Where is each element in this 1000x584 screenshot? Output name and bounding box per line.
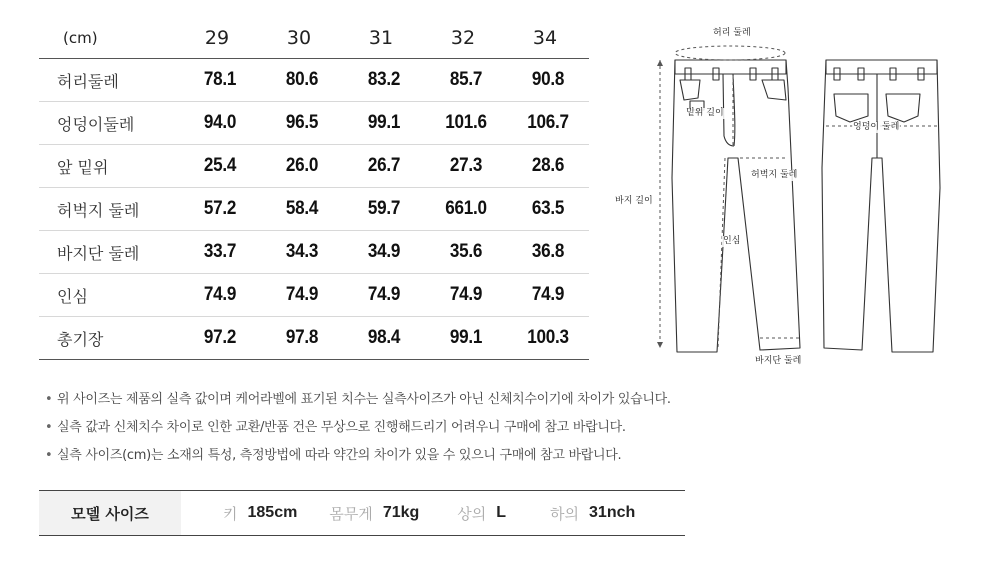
table-cell: 34.9 (347, 231, 421, 274)
table-cell: 74.9 (183, 274, 257, 317)
table-cell: 74.9 (429, 274, 503, 317)
table-cell: 33.7 (183, 231, 257, 274)
table-cell: 100.3 (511, 317, 585, 360)
thigh-label: 허벅지 둘레 (751, 170, 798, 180)
back-pants-outline (822, 60, 940, 352)
table-cell: 58.4 (265, 188, 339, 231)
length-label: 바지 길이 (615, 196, 653, 206)
model-height (223, 491, 297, 535)
size-header-row (39, 18, 589, 59)
note-item (45, 442, 671, 470)
note-text: 실측 값과 신체치수 차이로 인한 교환/반품 건은 무상으로 진행해드리기 어려우니 구매에 참고 바랍니다. (57, 420, 626, 435)
row-label: 허벅지 둘레 (39, 188, 179, 231)
table-cell: 59.7 (347, 188, 421, 231)
table-cell: 78.1 (183, 59, 257, 102)
table-cell: 99.1 (429, 317, 503, 360)
hip-label: 엉덩이 둘레 (853, 122, 900, 132)
top-value: L (496, 504, 507, 521)
table-cell: 35.6 (429, 231, 503, 274)
table-cell: 36.8 (511, 231, 585, 274)
unit-label: (cm) (39, 18, 179, 59)
table-cell: 74.9 (347, 274, 421, 317)
row-label: 인심 (39, 274, 179, 317)
note-text: 실측 사이즈(cm)는 소재의 특성, 측정방법에 따라 약간의 차이가 있을 수 있으니 구매에 참고 바랍니다. (57, 448, 622, 463)
table-cell: 85.7 (429, 59, 503, 102)
table-cell: 101.6 (429, 102, 503, 145)
table-row (39, 145, 589, 188)
table-row (39, 231, 589, 274)
table-cell: 28.6 (511, 145, 585, 188)
model-top-size (457, 491, 506, 535)
bullet-icon: • (45, 420, 53, 435)
size-header-29: 29 (179, 18, 261, 59)
size-header-32: 32 (425, 18, 507, 59)
front-pants-outline (672, 60, 800, 352)
top-label: 상의 (457, 504, 487, 523)
row-label: 총기장 (39, 317, 179, 360)
table-row (39, 317, 589, 360)
row-label: 엉덩이둘레 (39, 102, 179, 145)
note-item (45, 414, 671, 442)
table-cell: 25.4 (183, 145, 257, 188)
table-row (39, 102, 589, 145)
size-table (39, 18, 589, 360)
table-cell: 26.7 (347, 145, 421, 188)
size-header-30: 30 (261, 18, 343, 59)
table-cell: 74.9 (511, 274, 585, 317)
table-cell: 90.8 (511, 59, 585, 102)
table-cell: 34.3 (265, 231, 339, 274)
weight-value: 71kg (382, 504, 420, 521)
table-cell: 94.0 (183, 102, 257, 145)
table-cell: 106.7 (511, 102, 585, 145)
note-text: 위 사이즈는 제품의 실측 값이며 케어라벨에 표기된 치수는 실측사이즈가 아닌 신체치수이기에 차이가 있습니다. (57, 392, 671, 407)
table-cell: 83.2 (347, 59, 421, 102)
height-value: 185cm (247, 504, 298, 521)
table-cell: 26.0 (265, 145, 339, 188)
table-cell: 63.5 (511, 188, 585, 231)
table-row (39, 274, 589, 317)
table-cell: 97.8 (265, 317, 339, 360)
waist-measure-line (675, 46, 785, 60)
bottom-value: 31nch (589, 504, 636, 521)
pants-illustration (600, 18, 1000, 378)
model-bottom-size (550, 491, 635, 535)
pants-measurement-diagram (600, 18, 1000, 378)
table-cell: 97.2 (183, 317, 257, 360)
weight-label: 몸무게 (329, 504, 373, 523)
waist-label: 허리 둘레 (713, 28, 751, 38)
rise-label: 밑위 길이 (686, 108, 724, 118)
row-label: 앞 밑위 (39, 145, 179, 188)
table-cell: 661.0 (429, 188, 503, 231)
model-weight (329, 491, 419, 535)
table-row (39, 188, 589, 231)
size-header-31: 31 (343, 18, 425, 59)
table-cell: 98.4 (347, 317, 421, 360)
table-cell: 96.5 (265, 102, 339, 145)
table-cell: 74.9 (265, 274, 339, 317)
hem-label: 바지단 둘레 (755, 356, 802, 366)
bullet-icon: • (45, 392, 53, 407)
model-size-title: 모델 사이즈 (39, 491, 181, 535)
table-row (39, 59, 589, 102)
bullet-icon: • (45, 448, 53, 463)
size-notes (45, 386, 671, 470)
table-cell: 27.3 (429, 145, 503, 188)
row-label: 허리둘레 (39, 59, 179, 102)
bottom-label: 하의 (550, 504, 580, 523)
model-size-bar (39, 490, 685, 536)
inseam-label: 인심 (723, 236, 741, 246)
size-header-34: 34 (507, 18, 589, 59)
height-label: 키 (223, 504, 238, 523)
table-cell: 99.1 (347, 102, 421, 145)
row-label: 바지단 둘레 (39, 231, 179, 274)
table-cell: 80.6 (265, 59, 339, 102)
table-cell: 57.2 (183, 188, 257, 231)
note-item (45, 386, 671, 414)
